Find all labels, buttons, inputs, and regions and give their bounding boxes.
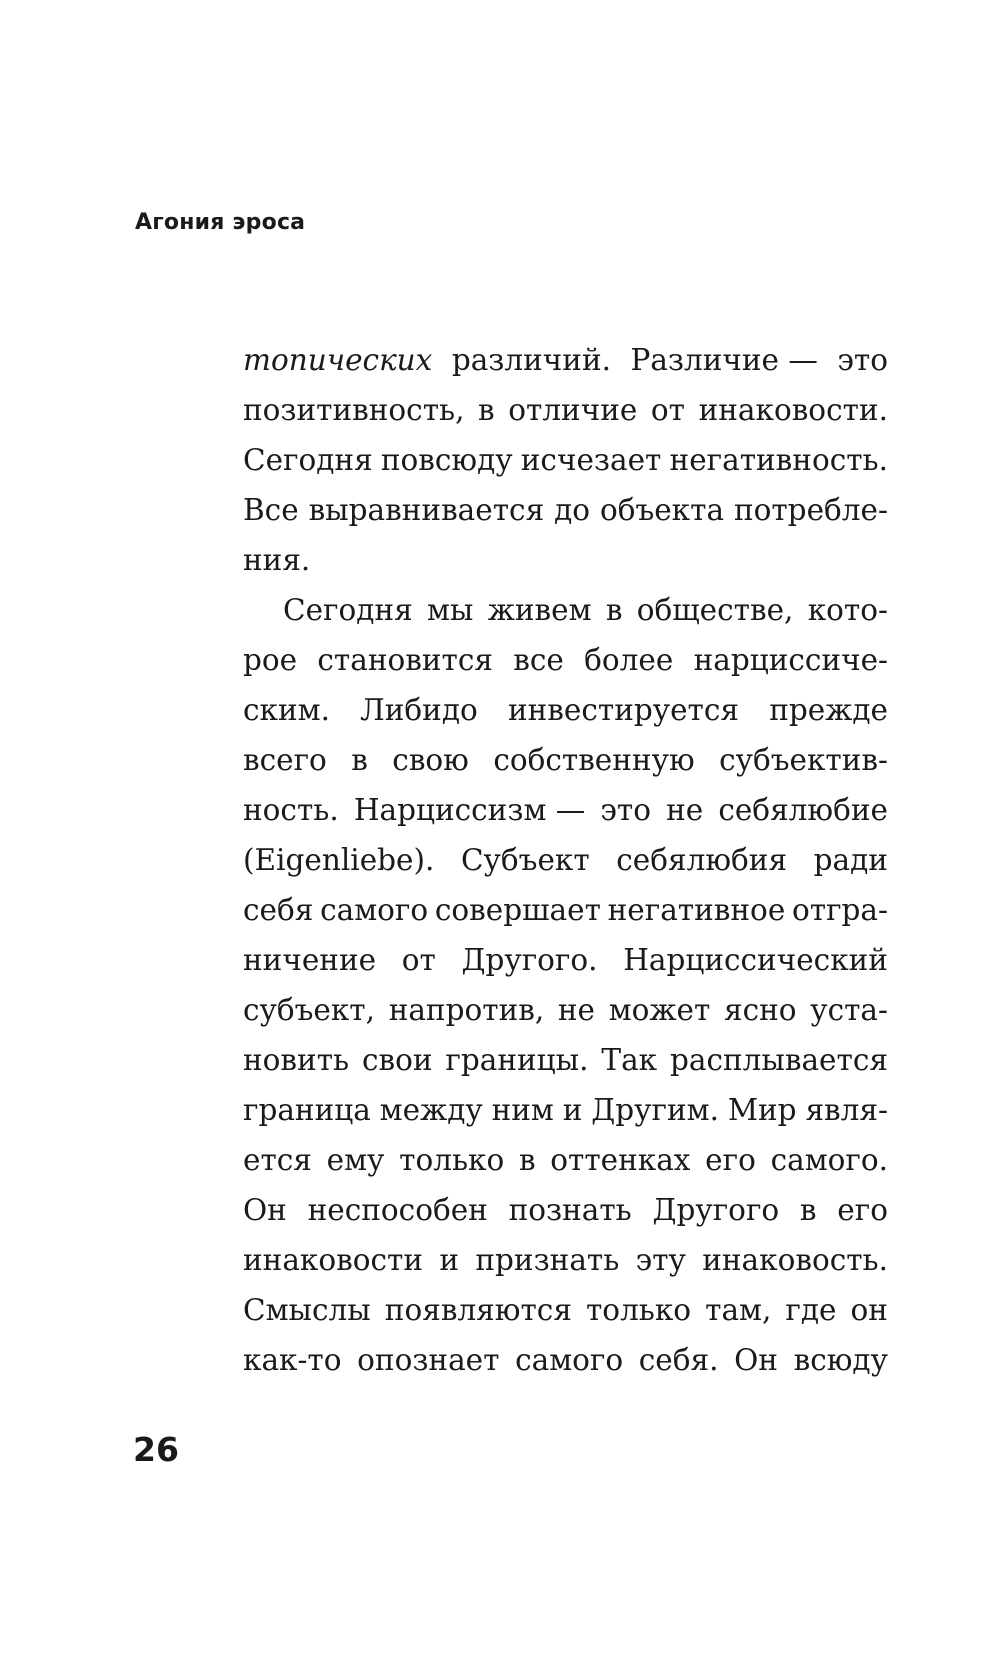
text-line: [243, 1235, 888, 1285]
word: прежде: [769, 693, 888, 727]
word: более: [584, 643, 674, 677]
word: Субъект: [460, 843, 590, 877]
word: как-то: [243, 1343, 342, 1377]
body-text: [243, 335, 888, 1385]
text-line: [243, 1085, 888, 1135]
word: себялюбие: [718, 793, 888, 827]
word: напротив,: [388, 993, 545, 1027]
word: отгра-: [792, 893, 888, 927]
word: это: [600, 793, 651, 827]
word: познать: [508, 1193, 632, 1227]
text-line: [243, 885, 888, 935]
text-line: [243, 785, 888, 835]
running-head: Агония эроса: [135, 210, 306, 235]
word: инаковости: [243, 1243, 423, 1277]
word: субъектив-: [719, 743, 888, 777]
word: в: [605, 593, 623, 627]
text-line: [243, 835, 888, 885]
word: опознает: [357, 1343, 500, 1377]
word: он: [850, 1293, 888, 1327]
word: объекта: [599, 493, 725, 527]
text-line: [243, 485, 888, 535]
word: Другого.: [461, 943, 598, 977]
word: Нарциссический: [623, 943, 888, 977]
word: Мир: [727, 1093, 797, 1127]
paragraph: [243, 585, 888, 1385]
word: самого.: [770, 1143, 888, 1177]
word: негативность.: [669, 443, 888, 477]
word: только: [585, 1293, 692, 1327]
word: позитивность,: [243, 393, 465, 427]
word: Он: [734, 1343, 778, 1377]
word: свою: [392, 743, 469, 777]
word: выравнивается: [308, 493, 545, 527]
word: всюду: [793, 1343, 888, 1377]
word: Смыслы: [243, 1293, 371, 1327]
text-line: [243, 735, 888, 785]
word: субъект,: [243, 993, 376, 1027]
word: может: [608, 993, 711, 1027]
word: собственную: [493, 743, 695, 777]
word: негативное: [607, 893, 786, 927]
word: себя: [243, 893, 314, 927]
word: мы: [426, 593, 474, 627]
word: ется: [243, 1143, 312, 1177]
word: обществе,: [636, 593, 794, 627]
word: самого: [515, 1343, 624, 1377]
word: Так: [601, 1043, 658, 1077]
word: неспособен: [307, 1193, 488, 1227]
word: и: [562, 1093, 583, 1127]
word: до: [554, 493, 591, 527]
word: потребле-: [733, 493, 888, 527]
word: Другого: [652, 1193, 780, 1227]
word: его: [705, 1143, 756, 1177]
text-line: [243, 435, 888, 485]
word: это: [837, 343, 888, 377]
word: Нарциссизм —: [353, 793, 586, 827]
text-line: [243, 685, 888, 735]
word: уста-: [810, 993, 888, 1027]
word: повсюду: [380, 443, 513, 477]
word: где: [785, 1293, 837, 1327]
word: Либидо: [360, 693, 478, 727]
word: только: [399, 1143, 505, 1177]
text-line: [243, 535, 888, 585]
word: появляются: [384, 1293, 572, 1327]
text-line: [243, 385, 888, 435]
word: ским.: [243, 693, 330, 727]
word: не: [666, 793, 704, 827]
word: в: [351, 743, 368, 777]
word: инвестируется: [507, 693, 740, 727]
text-line: [243, 335, 888, 385]
text-line: [243, 985, 888, 1035]
word: в: [478, 393, 495, 427]
text-line: [243, 1335, 888, 1385]
word: нарциссиче-: [693, 643, 888, 677]
word: рое: [243, 643, 298, 677]
text-line: [243, 935, 888, 985]
word: и: [439, 1243, 460, 1277]
word: всего: [243, 743, 327, 777]
text-line: [243, 1035, 888, 1085]
word: не: [557, 993, 596, 1027]
word: себя.: [638, 1343, 719, 1377]
text-line: [243, 585, 888, 635]
word: там,: [705, 1293, 772, 1327]
word: свои: [361, 1043, 433, 1077]
word: Сегодня: [243, 443, 373, 477]
word: Он: [243, 1193, 287, 1227]
word: новить: [243, 1043, 350, 1077]
text-line: [243, 1285, 888, 1335]
word: ничение: [243, 943, 377, 977]
text-line: [243, 1185, 888, 1235]
word: ность.: [243, 793, 339, 827]
paragraph: [243, 335, 888, 585]
word: инаковости.: [698, 393, 888, 427]
word: расплывается: [669, 1043, 888, 1077]
word: в: [518, 1143, 536, 1177]
text-line: [243, 1135, 888, 1185]
word: кото-: [807, 593, 888, 627]
page-number: 26: [133, 1430, 179, 1469]
word: ради: [813, 843, 888, 877]
word: себялюбия: [616, 843, 788, 877]
word: его: [837, 1193, 888, 1227]
word: (Eigenliebe).: [243, 843, 435, 877]
word: ния.: [243, 543, 311, 577]
word: становится: [317, 643, 493, 677]
word: Сегодня: [283, 593, 413, 627]
word: явля-: [805, 1093, 888, 1127]
word: в: [799, 1193, 817, 1227]
word: границы.: [445, 1043, 589, 1077]
word: все: [513, 643, 564, 677]
word: инаковость.: [702, 1243, 888, 1277]
word: граница: [243, 1093, 371, 1127]
word: признать: [475, 1243, 620, 1277]
text-line: [243, 635, 888, 685]
word: различий.: [451, 343, 611, 377]
word: оттенках: [550, 1143, 691, 1177]
word: самого: [320, 893, 429, 927]
word: от: [650, 393, 686, 427]
word: отличие: [508, 393, 638, 427]
word: эту: [635, 1243, 686, 1277]
word: ему: [326, 1143, 385, 1177]
word: ним: [491, 1093, 554, 1127]
word: живем: [487, 593, 592, 627]
word: от: [401, 943, 436, 977]
word: топических: [243, 343, 433, 377]
word: ясно: [723, 993, 797, 1027]
word: совершает: [434, 893, 601, 927]
word: Различие —: [630, 343, 818, 377]
word: Все: [243, 493, 299, 527]
word: исчезает: [520, 443, 662, 477]
word: между: [379, 1093, 483, 1127]
word: Другим.: [591, 1093, 719, 1127]
